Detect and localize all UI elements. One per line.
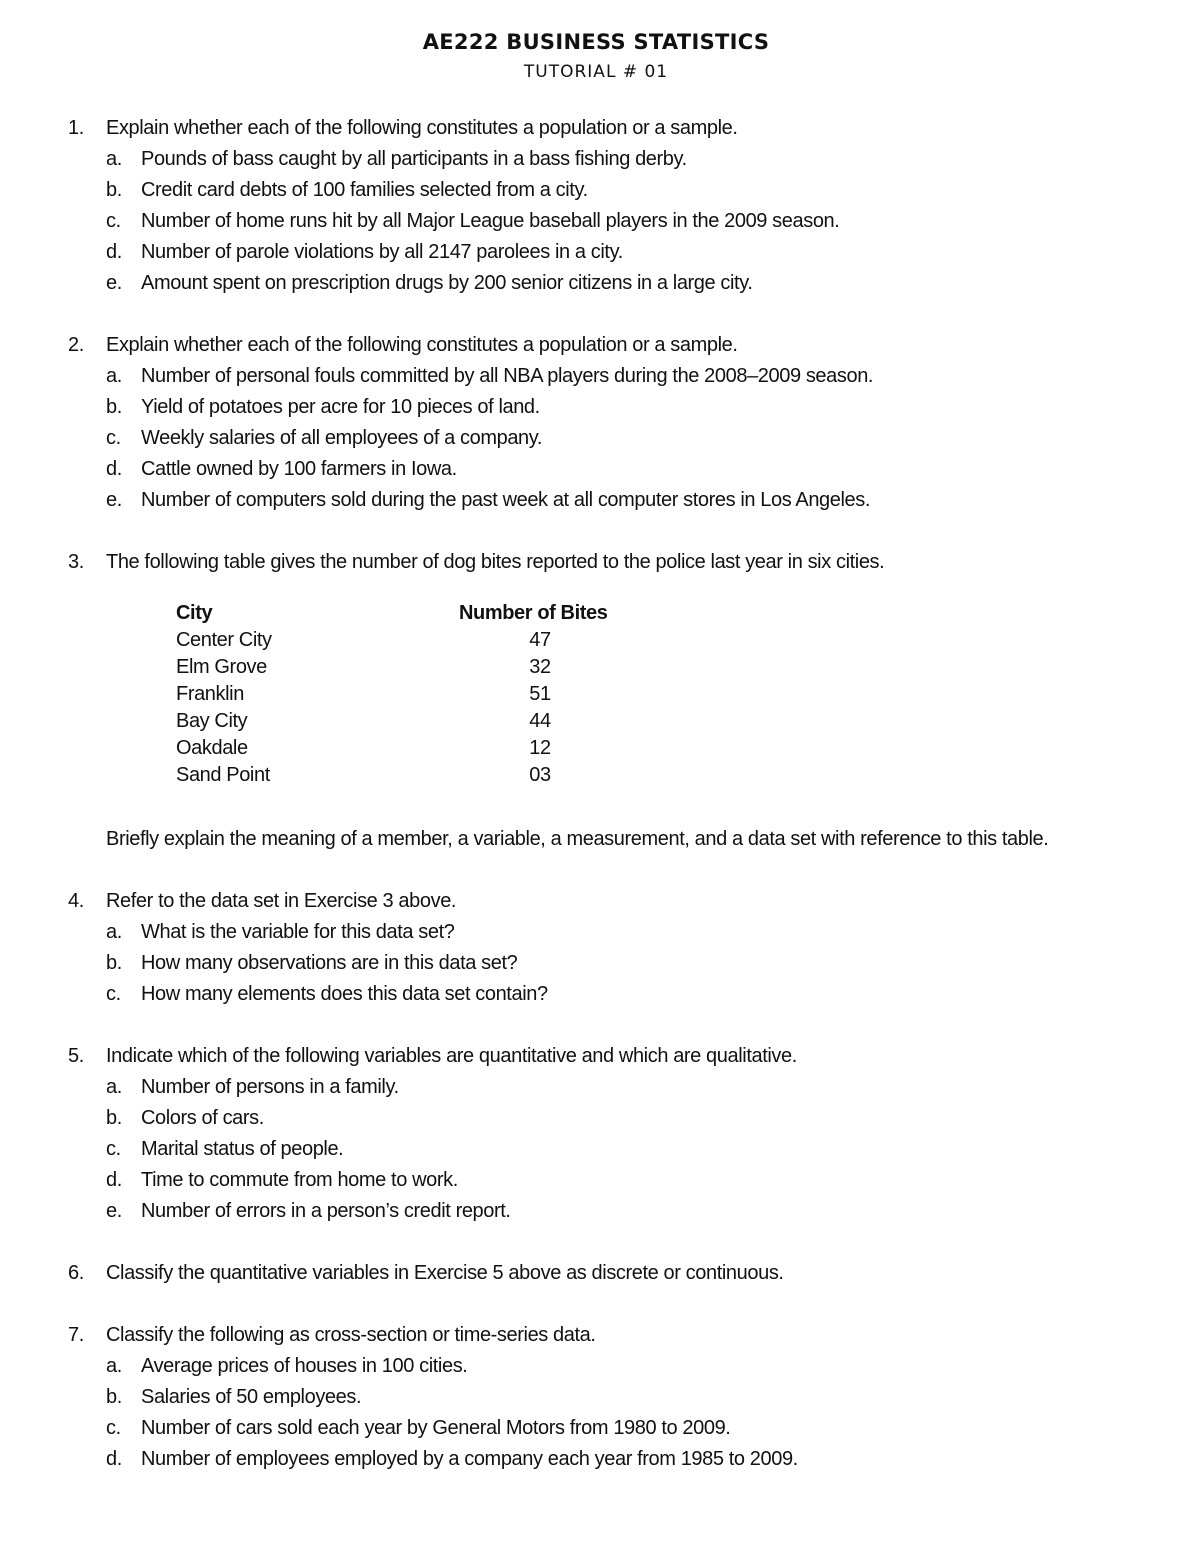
sub-item (0, 268, 1200, 299)
question-text: Explain whether each of the following constitutes a population or a sample. (106, 334, 738, 356)
sub-item-text: Amount spent on prescription drugs by 200 senior citizens in a large city. (141, 272, 753, 294)
sub-item-letter: c. (106, 427, 121, 449)
sub-item-letter: b. (106, 179, 122, 201)
question-4 (0, 886, 1200, 1010)
question-line (0, 1320, 1200, 1351)
question-line (0, 547, 1200, 578)
question-text: Refer to the data set in Exercise 3 above. (106, 890, 457, 912)
table-cell-city: Sand Point (176, 764, 270, 786)
sub-item-letter: b. (106, 1386, 122, 1408)
sub-item-text: Number of errors in a person’s credit report. (141, 1200, 511, 1222)
dog-bites-table (0, 600, 1200, 800)
sub-item-text: Number of parole violations by all 2147 parolees in a city. (141, 241, 623, 263)
question-line (0, 1258, 1200, 1289)
sub-item-text: Credit card debts of 100 families selected from a city. (141, 179, 588, 201)
question-1 (0, 113, 1200, 299)
document-title: AE222 BUSINESS STATISTICS (422, 30, 770, 54)
sub-item (0, 206, 1200, 237)
sub-item-letter: a. (106, 1076, 122, 1098)
sub-item (0, 1196, 1200, 1227)
sub-item-text: Number of employees employed by a company each year from 1985 to 2009. (141, 1448, 798, 1470)
table-cell-bites: 32 (529, 656, 551, 678)
question-number: 7. (68, 1324, 84, 1346)
sub-item (0, 1134, 1200, 1165)
question-number: 5. (68, 1045, 84, 1067)
question-text: The following table gives the number of dog bites reported to the police last year in six cities. (106, 551, 885, 573)
sub-item-text: Salaries of 50 employees. (141, 1386, 362, 1408)
sub-item (0, 361, 1200, 392)
table-cell-bites: 12 (529, 737, 551, 759)
sub-item-text: Yield of potatoes per acre for 10 pieces of land. (141, 396, 540, 418)
document-subtitle: TUTORIAL # 01 (523, 62, 669, 82)
sub-item (0, 948, 1200, 979)
sub-item-letter: e. (106, 272, 122, 294)
table-cell-bites: 47 (529, 629, 551, 651)
sub-item (0, 485, 1200, 516)
sub-item-letter: d. (106, 241, 122, 263)
question-3 (0, 547, 1200, 855)
sub-item (0, 979, 1200, 1010)
table-cell-bites: 51 (529, 683, 551, 705)
sub-item-text: Number of computers sold during the past week at all computer stores in Los Angeles. (141, 489, 871, 511)
question-6 (0, 1258, 1200, 1289)
question-number: 2. (68, 334, 84, 356)
sub-item-letter: a. (106, 1355, 122, 1377)
sub-item (0, 1351, 1200, 1382)
sub-item-text: How many elements does this data set contain? (141, 983, 548, 1005)
sub-item (0, 1413, 1200, 1444)
sub-item-text: Number of cars sold each year by General Motors from 1980 to 2009. (141, 1417, 731, 1439)
sub-item (0, 175, 1200, 206)
table-header-bites: Number of Bites (459, 602, 608, 624)
table-cell-city: Center City (176, 629, 272, 651)
sub-item-text: Pounds of bass caught by all participants in a bass fishing derby. (141, 148, 687, 170)
sub-item-text: Cattle owned by 100 farmers in Iowa. (141, 458, 457, 480)
sub-item-letter: d. (106, 1448, 122, 1470)
sub-item-text: Number of personal fouls committed by all NBA players during the 2008–2009 season. (141, 365, 874, 387)
sub-item (0, 392, 1200, 423)
sub-item-text: Number of home runs hit by all Major League baseball players in the 2009 season. (141, 210, 840, 232)
sub-item (0, 423, 1200, 454)
question-number: 4. (68, 890, 84, 912)
sub-item-letter: b. (106, 1107, 122, 1129)
sub-item-text: Number of persons in a family. (141, 1076, 399, 1098)
table-cell-bites: 03 (529, 764, 551, 786)
sub-item-letter: c. (106, 210, 121, 232)
sub-item-text: What is the variable for this data set? (141, 921, 455, 943)
table-cell-city: Oakdale (176, 737, 248, 759)
sub-item (0, 1165, 1200, 1196)
sub-item-text: Average prices of houses in 100 cities. (141, 1355, 468, 1377)
question-followup-text: Briefly explain the meaning of a member, a variable, a measurement, and a data set with reference to this table. (106, 828, 1049, 850)
sub-item-text: Colors of cars. (141, 1107, 264, 1129)
question-line (0, 886, 1200, 917)
question-line (0, 1041, 1200, 1072)
sub-item-letter: c. (106, 1417, 121, 1439)
question-number: 3. (68, 551, 84, 573)
question-text: Classify the following as cross-section or time-series data. (106, 1324, 596, 1346)
sub-item (0, 1072, 1200, 1103)
table-cell-city: Bay City (176, 710, 248, 732)
question-line (0, 113, 1200, 144)
question-list (0, 113, 1200, 1506)
sub-item-letter: a. (106, 148, 122, 170)
question-text: Explain whether each of the following constitutes a population or a sample. (106, 117, 738, 139)
sub-item (0, 1444, 1200, 1475)
sub-item-letter: e. (106, 489, 122, 511)
question-text: Indicate which of the following variables are quantitative and which are qualitative. (106, 1045, 797, 1067)
sub-item-letter: b. (106, 952, 122, 974)
table-cell-city: Franklin (176, 683, 244, 705)
sub-item-letter: c. (106, 1138, 121, 1160)
sub-item (0, 237, 1200, 268)
sub-item (0, 1382, 1200, 1413)
sub-item-text: Marital status of people. (141, 1138, 344, 1160)
question-followup-line (0, 824, 1200, 855)
question-7 (0, 1320, 1200, 1475)
sub-item-letter: d. (106, 1169, 122, 1191)
sub-item (0, 454, 1200, 485)
sub-item (0, 1103, 1200, 1134)
sub-item-letter: e. (106, 1200, 122, 1222)
sub-item (0, 917, 1200, 948)
sub-item-text: Time to commute from home to work. (141, 1169, 458, 1191)
question-text: Classify the quantitative variables in Exercise 5 above as discrete or continuous. (106, 1262, 784, 1284)
question-5 (0, 1041, 1200, 1227)
question-number: 1. (68, 117, 84, 139)
sub-item-letter: b. (106, 396, 122, 418)
sub-item-letter: a. (106, 921, 122, 943)
table-cell-city: Elm Grove (176, 656, 267, 678)
sub-item-text: Weekly salaries of all employees of a company. (141, 427, 543, 449)
sub-item-letter: c. (106, 983, 121, 1005)
sub-item (0, 144, 1200, 175)
table-header-city: City (176, 602, 213, 624)
table-cell-bites: 44 (529, 710, 551, 732)
sub-item-letter: a. (106, 365, 122, 387)
question-number: 6. (68, 1262, 84, 1284)
sub-item-letter: d. (106, 458, 122, 480)
sub-item-text: How many observations are in this data set? (141, 952, 518, 974)
question-line (0, 330, 1200, 361)
question-2 (0, 330, 1200, 516)
